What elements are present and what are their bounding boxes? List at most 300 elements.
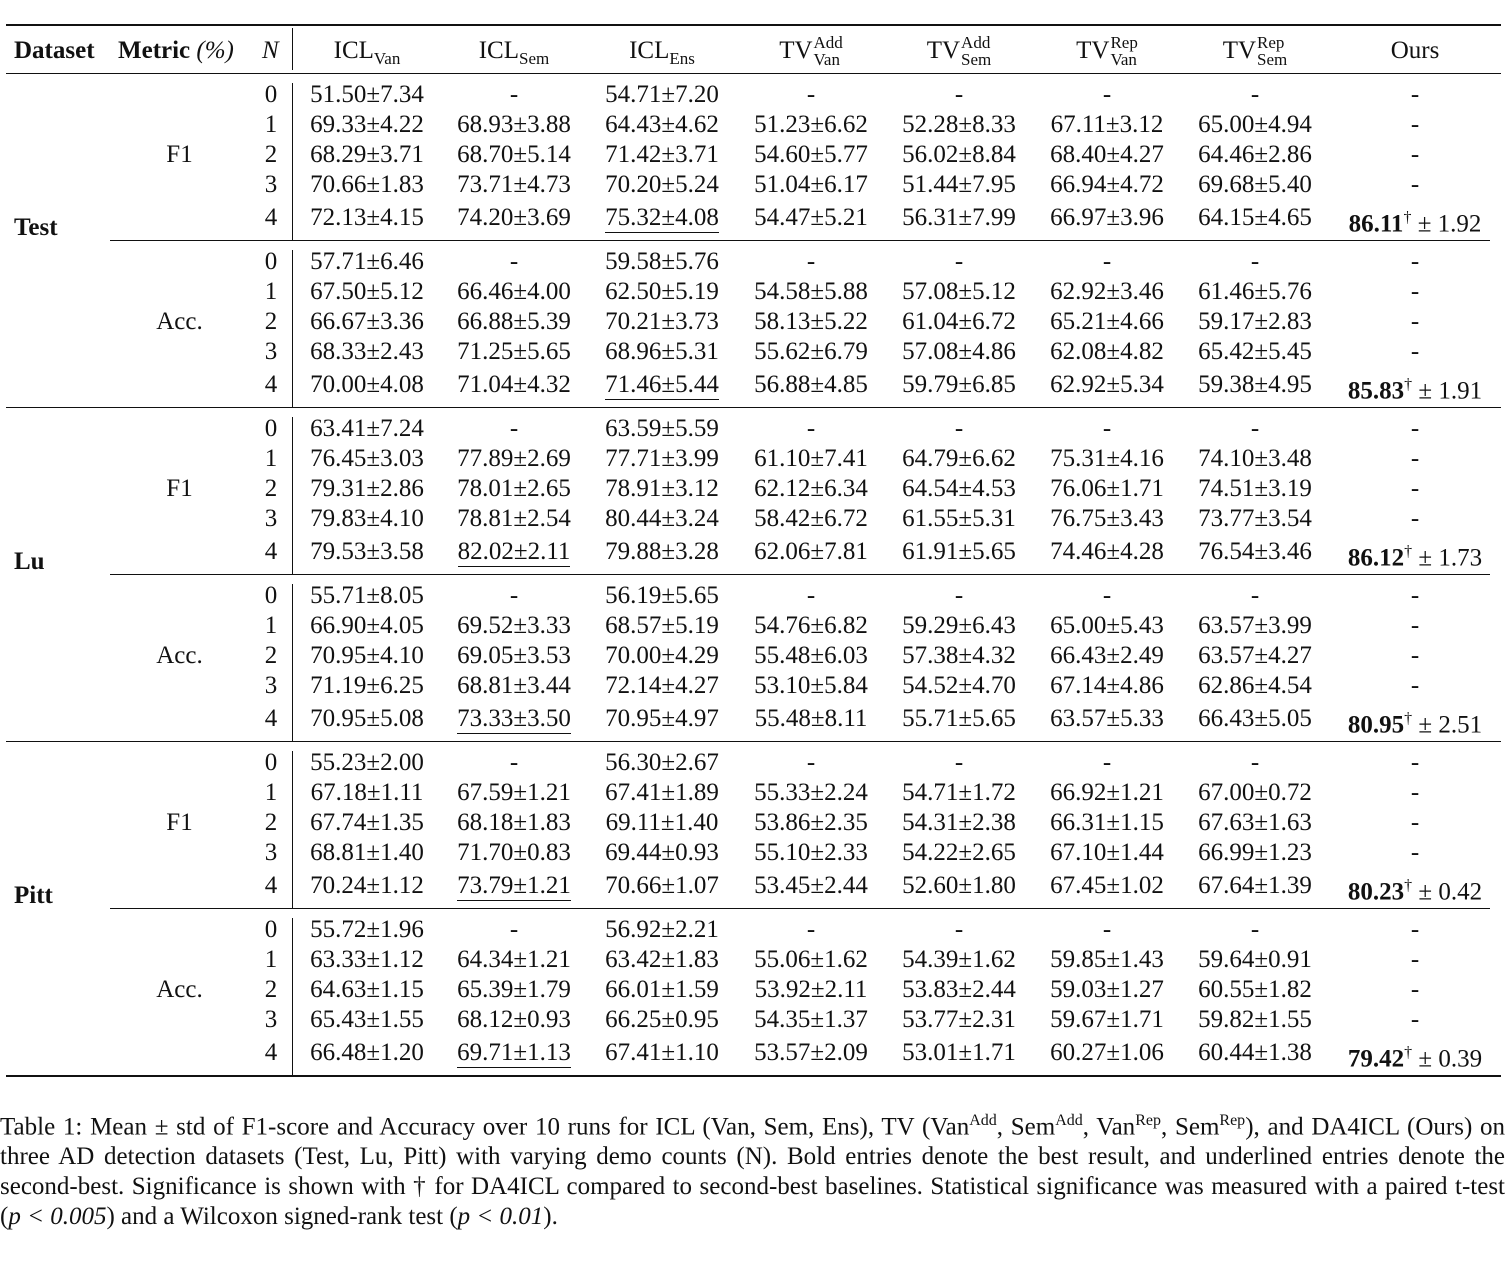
value-cell: 76.45±3.03 (310, 445, 424, 472)
dataset-rule (6, 741, 1501, 742)
ours-cell: 79.42† ± 0.39 (1347, 1044, 1483, 1073)
ours-cell: - (1410, 582, 1420, 609)
value-cell: 64.54±4.53 (902, 475, 1016, 502)
ours-cell: - (1410, 308, 1420, 335)
value-cell: 68.81±3.44 (457, 672, 571, 699)
value-cell: 65.21±4.66 (1050, 308, 1164, 335)
value-cell: 70.20±5.24 (605, 171, 719, 198)
value-cell: 58.42±6.72 (754, 505, 868, 532)
n-cell: 0 (264, 415, 278, 442)
value-cell: 54.71±1.72 (902, 779, 1016, 806)
ours-cell: - (1410, 779, 1420, 806)
value-cell: 61.55±5.31 (902, 505, 1016, 532)
value-cell: 53.10±5.84 (754, 672, 868, 699)
value-cell: 62.50±5.19 (605, 278, 719, 305)
group-separator (110, 574, 1490, 575)
header-col-tv-sem-add: TV Add Sem (926, 33, 992, 69)
value-cell: 62.92±3.46 (1050, 278, 1164, 305)
n-cell: 4 (264, 705, 278, 732)
n-cell: 0 (264, 582, 278, 609)
n-cell: 2 (264, 809, 278, 836)
value-cell: 66.01±1.59 (605, 976, 719, 1003)
value-cell: 55.33±2.24 (754, 779, 868, 806)
value-cell: 82.02±2.11 (457, 538, 571, 565)
value-cell: 55.48±8.11 (754, 705, 868, 732)
value-cell: 51.44±7.95 (902, 171, 1016, 198)
value-cell: 59.67±1.71 (1050, 1006, 1164, 1033)
table-row (0, 611, 1505, 641)
value-cell: 67.14±4.86 (1050, 672, 1164, 699)
value-cell: - (806, 415, 816, 442)
value-cell: 79.31±2.86 (310, 475, 424, 502)
header-col-tv-van-rep: TV Rep Van (1076, 33, 1138, 69)
value-cell: - (1250, 415, 1260, 442)
value-cell: 67.41±1.89 (605, 779, 719, 806)
value-cell: 70.24±1.12 (310, 872, 424, 899)
value-cell: 65.42±5.45 (1198, 338, 1312, 365)
ours-cell: - (1410, 415, 1420, 442)
n-cell: 1 (264, 779, 278, 806)
value-cell: 68.40±4.27 (1050, 141, 1164, 168)
value-cell: 68.33±2.43 (310, 338, 424, 365)
value-cell: - (1250, 749, 1260, 776)
value-cell: 73.79±1.21 (457, 872, 571, 899)
value-cell: 66.67±3.36 (310, 308, 424, 335)
value-cell: 63.57±5.33 (1050, 705, 1164, 732)
value-cell: 76.06±1.71 (1050, 475, 1164, 502)
value-cell: 55.71±8.05 (310, 582, 424, 609)
value-cell: 67.50±5.12 (310, 278, 424, 305)
value-cell: 55.72±1.96 (310, 916, 424, 943)
value-cell: 53.83±2.44 (902, 976, 1016, 1003)
value-cell: 62.08±4.82 (1050, 338, 1164, 365)
value-cell: - (509, 749, 519, 776)
table-row (0, 1005, 1505, 1035)
n-cell: 2 (264, 308, 278, 335)
value-cell: 69.71±1.13 (457, 1039, 571, 1066)
table-row (0, 474, 1505, 504)
metric-label: Acc. (156, 642, 203, 669)
n-cell: 2 (264, 475, 278, 502)
ours-cell: - (1410, 338, 1420, 365)
value-cell: 71.70±0.83 (457, 839, 571, 866)
table-row (0, 504, 1505, 534)
n-cell: 1 (264, 445, 278, 472)
metric-label: Acc. (156, 308, 203, 335)
value-cell: 73.71±4.73 (457, 171, 571, 198)
value-cell: 66.31±1.15 (1050, 809, 1164, 836)
value-cell: 60.44±1.38 (1198, 1039, 1312, 1066)
ours-cell: - (1410, 642, 1420, 669)
value-cell: 64.79±6.62 (902, 445, 1016, 472)
value-cell: 66.88±5.39 (457, 308, 571, 335)
header-n: N (262, 37, 279, 64)
value-cell: 72.14±4.27 (605, 672, 719, 699)
table-row (0, 170, 1505, 200)
value-cell: - (1250, 916, 1260, 943)
ours-cell: - (1410, 946, 1420, 973)
value-cell: 67.63±1.63 (1198, 809, 1312, 836)
value-cell: 66.97±3.96 (1050, 204, 1164, 231)
n-cell: 4 (264, 538, 278, 565)
header-col-icl-van: ICL Van (333, 37, 401, 68)
value-cell: 69.33±4.22 (310, 111, 424, 138)
table-row (0, 247, 1505, 277)
ours-cell: - (1410, 809, 1420, 836)
value-cell: 78.81±2.54 (457, 505, 571, 532)
n-cell: 4 (264, 371, 278, 398)
value-cell: 56.19±5.65 (605, 582, 719, 609)
value-cell: - (509, 415, 519, 442)
value-cell: 57.08±4.86 (902, 338, 1016, 365)
value-cell: 67.64±1.39 (1198, 872, 1312, 899)
value-cell: 55.48±6.03 (754, 642, 868, 669)
table-row (0, 704, 1505, 739)
value-cell: - (509, 81, 519, 108)
value-cell: 54.35±1.37 (754, 1006, 868, 1033)
value-cell: 58.13±5.22 (754, 308, 868, 335)
value-cell: - (806, 916, 816, 943)
n-cell: 1 (264, 111, 278, 138)
table-row (0, 444, 1505, 474)
header-col-icl-ens: ICL Ens (629, 37, 695, 68)
value-cell: 54.22±2.65 (902, 839, 1016, 866)
dataset-rule (6, 407, 1501, 408)
dataset-label: Lu (14, 548, 45, 575)
value-cell: - (954, 916, 964, 943)
ours-cell: - (1410, 839, 1420, 866)
value-cell: 56.31±7.99 (902, 204, 1016, 231)
n-cell: 2 (264, 642, 278, 669)
value-cell: 80.44±3.24 (605, 505, 719, 532)
table-row (0, 337, 1505, 367)
value-cell: 73.33±3.50 (457, 705, 571, 732)
value-cell: 57.38±4.32 (902, 642, 1016, 669)
value-cell: - (509, 916, 519, 943)
value-cell: 67.18±1.11 (310, 779, 424, 806)
table-row (0, 871, 1505, 906)
value-cell: 64.43±4.62 (605, 111, 719, 138)
table-row (0, 370, 1505, 405)
value-cell: 63.33±1.12 (310, 946, 424, 973)
value-cell: 62.86±4.54 (1198, 672, 1312, 699)
value-cell: 66.46±4.00 (457, 278, 571, 305)
value-cell: 66.90±4.05 (310, 612, 424, 639)
value-cell: 63.59±5.59 (605, 415, 719, 442)
value-cell: 70.00±4.29 (605, 642, 719, 669)
value-cell: - (509, 582, 519, 609)
n-cell: 3 (264, 1006, 278, 1033)
value-cell: - (954, 582, 964, 609)
value-cell: 64.15±4.65 (1198, 204, 1312, 231)
n-cell: 4 (264, 204, 278, 231)
value-cell: 70.66±1.07 (605, 872, 719, 899)
value-cell: 73.77±3.54 (1198, 505, 1312, 532)
header-metric: Metric (%) (118, 37, 234, 64)
value-cell: - (954, 749, 964, 776)
value-cell: 71.42±3.71 (605, 141, 719, 168)
value-cell: 55.62±6.79 (754, 338, 868, 365)
value-cell: 61.04±6.72 (902, 308, 1016, 335)
value-cell: 72.13±4.15 (310, 204, 424, 231)
table-row (0, 80, 1505, 110)
value-cell: 71.25±5.65 (457, 338, 571, 365)
value-cell: 77.71±3.99 (605, 445, 719, 472)
value-cell: 60.55±1.82 (1198, 976, 1312, 1003)
table-row (0, 808, 1505, 838)
value-cell: 59.03±1.27 (1050, 976, 1164, 1003)
n-cell: 2 (264, 141, 278, 168)
value-cell: 70.00±4.08 (310, 371, 424, 398)
value-cell: 68.96±5.31 (605, 338, 719, 365)
metric-label: F1 (166, 809, 193, 836)
ours-cell: - (1410, 445, 1420, 472)
value-cell: 61.91±5.65 (902, 538, 1016, 565)
table-row (0, 671, 1505, 701)
value-cell: 54.39±1.62 (902, 946, 1016, 973)
value-cell: 74.51±3.19 (1198, 475, 1312, 502)
metric-label: F1 (166, 475, 193, 502)
value-cell: 69.68±5.40 (1198, 171, 1312, 198)
value-cell: 77.89±2.69 (457, 445, 571, 472)
value-cell: 65.43±1.55 (310, 1006, 424, 1033)
value-cell: 61.46±5.76 (1198, 278, 1312, 305)
value-cell: 54.52±4.70 (902, 672, 1016, 699)
value-cell: 59.79±6.85 (902, 371, 1016, 398)
table-row (0, 277, 1505, 307)
n-cell: 0 (264, 916, 278, 943)
value-cell: 53.01±1.71 (902, 1039, 1016, 1066)
value-cell: - (954, 81, 964, 108)
value-cell: 61.10±7.41 (754, 445, 868, 472)
value-cell: 67.41±1.10 (605, 1039, 719, 1066)
value-cell: 66.48±1.20 (310, 1039, 424, 1066)
group-separator (110, 908, 1490, 909)
value-cell: 66.92±1.21 (1050, 779, 1164, 806)
value-cell: 51.04±6.17 (754, 171, 868, 198)
value-cell: 59.38±4.95 (1198, 371, 1312, 398)
value-cell: - (1102, 749, 1112, 776)
value-cell: 53.86±2.35 (754, 809, 868, 836)
value-cell: 68.57±5.19 (605, 612, 719, 639)
value-cell: 59.58±5.76 (605, 248, 719, 275)
value-cell: 67.00±0.72 (1198, 779, 1312, 806)
value-cell: 56.30±2.67 (605, 749, 719, 776)
value-cell: - (954, 248, 964, 275)
value-cell: 59.85±1.43 (1050, 946, 1164, 973)
value-cell: 67.11±3.12 (1050, 111, 1164, 138)
header-col-tv-sem-rep: TV Rep Sem (1222, 33, 1288, 69)
ours-cell: - (1410, 672, 1420, 699)
value-cell: 79.83±4.10 (310, 505, 424, 532)
ours-cell: - (1410, 171, 1420, 198)
value-cell: - (806, 248, 816, 275)
value-cell: - (954, 415, 964, 442)
value-cell: - (806, 582, 816, 609)
ours-cell: - (1410, 976, 1420, 1003)
metric-label: Acc. (156, 976, 203, 1003)
value-cell: 55.23±2.00 (310, 749, 424, 776)
n-column-separator (292, 28, 293, 70)
value-cell: 66.43±2.49 (1050, 642, 1164, 669)
value-cell: - (1102, 916, 1112, 943)
value-cell: - (1102, 81, 1112, 108)
group-separator (110, 240, 1490, 241)
table-row (0, 838, 1505, 868)
n-cell: 0 (264, 749, 278, 776)
value-cell: 71.46±5.44 (605, 371, 719, 398)
ours-cell: - (1410, 141, 1420, 168)
n-cell: 4 (264, 872, 278, 899)
value-cell: 69.11±1.40 (605, 809, 719, 836)
value-cell: 63.57±4.27 (1198, 642, 1312, 669)
value-cell: 78.01±2.65 (457, 475, 571, 502)
value-cell: 52.28±8.33 (902, 111, 1016, 138)
value-cell: 62.06±7.81 (754, 538, 868, 565)
value-cell: 56.92±2.21 (605, 916, 719, 943)
metric-label: F1 (166, 141, 193, 168)
n-cell: 1 (264, 946, 278, 973)
ours-cell: - (1410, 111, 1420, 138)
ours-cell: - (1410, 475, 1420, 502)
table-bottom-rule (6, 1075, 1501, 1077)
ours-cell: 85.83† ± 1.91 (1347, 376, 1483, 405)
value-cell: 63.42±1.83 (605, 946, 719, 973)
header-col-ours: Ours (1390, 37, 1440, 64)
value-cell: 66.43±5.05 (1198, 705, 1312, 732)
ours-cell: - (1410, 916, 1420, 943)
value-cell: 62.92±5.34 (1050, 371, 1164, 398)
n-cell: 0 (264, 81, 278, 108)
value-cell: 70.95±5.08 (310, 705, 424, 732)
value-cell: - (1102, 582, 1112, 609)
ours-cell: 86.11† ± 1.92 (1348, 209, 1482, 238)
header-col-tv-van-add: TV Add Van (779, 33, 843, 69)
value-cell: 60.27±1.06 (1050, 1039, 1164, 1066)
value-cell: 69.05±3.53 (457, 642, 571, 669)
value-cell: - (1102, 415, 1112, 442)
value-cell: 51.50±7.34 (310, 81, 424, 108)
n-cell: 3 (264, 171, 278, 198)
value-cell: 59.29±6.43 (902, 612, 1016, 639)
value-cell: - (1250, 582, 1260, 609)
table-row (0, 307, 1505, 337)
value-cell: 68.12±0.93 (457, 1006, 571, 1033)
ours-cell: 80.23† ± 0.42 (1347, 877, 1483, 906)
value-cell: 52.60±1.80 (902, 872, 1016, 899)
value-cell: 57.71±6.46 (310, 248, 424, 275)
n-cell: 4 (264, 1039, 278, 1066)
dataset-label: Pitt (14, 882, 53, 909)
value-cell: 70.95±4.10 (310, 642, 424, 669)
n-cell: 2 (264, 976, 278, 1003)
value-cell: 62.12±6.34 (754, 475, 868, 502)
value-cell: 53.92±2.11 (754, 976, 868, 1003)
value-cell: - (1250, 248, 1260, 275)
value-cell: 57.08±5.12 (902, 278, 1016, 305)
table-row (0, 537, 1505, 572)
value-cell: 54.71±7.20 (605, 81, 719, 108)
n-cell: 3 (264, 672, 278, 699)
value-cell: - (1102, 248, 1112, 275)
n-cell: 1 (264, 278, 278, 305)
table-row (0, 641, 1505, 671)
value-cell: 55.10±2.33 (754, 839, 868, 866)
value-cell: 64.34±1.21 (457, 946, 571, 973)
value-cell: 54.31±2.38 (902, 809, 1016, 836)
n-cell: 0 (264, 248, 278, 275)
value-cell: 64.63±1.15 (310, 976, 424, 1003)
value-cell: 70.95±4.97 (605, 705, 719, 732)
ours-cell: - (1410, 81, 1420, 108)
value-cell: 64.46±2.86 (1198, 141, 1312, 168)
value-cell: 67.45±1.02 (1050, 872, 1164, 899)
ours-cell: - (1410, 278, 1420, 305)
value-cell: 69.52±3.33 (457, 612, 571, 639)
value-cell: 56.88±4.85 (754, 371, 868, 398)
value-cell: 51.23±6.62 (754, 111, 868, 138)
ours-cell: 86.12† ± 1.73 (1347, 543, 1483, 572)
ours-cell: - (1410, 749, 1420, 776)
table-row (0, 140, 1505, 170)
value-cell: 66.25±0.95 (605, 1006, 719, 1033)
value-cell: 54.60±5.77 (754, 141, 868, 168)
value-cell: - (806, 81, 816, 108)
value-cell: 68.93±3.88 (457, 111, 571, 138)
value-cell: 68.81±1.40 (310, 839, 424, 866)
value-cell: 65.00±5.43 (1050, 612, 1164, 639)
n-cell: 3 (264, 338, 278, 365)
dataset-label: Test (14, 214, 58, 241)
table-row (0, 945, 1505, 975)
value-cell: 78.91±3.12 (605, 475, 719, 502)
header-dataset: Dataset (14, 37, 95, 64)
value-cell: 65.39±1.79 (457, 976, 571, 1003)
ours-cell: 80.95† ± 2.51 (1347, 710, 1483, 739)
value-cell: 59.82±1.55 (1198, 1006, 1312, 1033)
value-cell: 53.57±2.09 (754, 1039, 868, 1066)
value-cell: 71.04±4.32 (457, 371, 571, 398)
value-cell: 68.29±3.71 (310, 141, 424, 168)
table-row (0, 975, 1505, 1005)
value-cell: 53.45±2.44 (754, 872, 868, 899)
value-cell: 63.57±3.99 (1198, 612, 1312, 639)
ours-cell: - (1410, 612, 1420, 639)
value-cell: 67.74±1.35 (310, 809, 424, 836)
value-cell: 67.10±1.44 (1050, 839, 1164, 866)
n-cell: 1 (264, 612, 278, 639)
value-cell: 70.66±1.83 (310, 171, 424, 198)
table-caption: Table 1: Mean ± std of F1-score and Accuracy over 10 runs for ICL (Van, Sem, Ens), TV (Van$^{Add}$, Sem$^{Add}$, Van$^{Rep}$, Sem$^{Rep}$), and DA4ICL (Ours) on three AD detection datasets (Test, Lu, Pitt) with varying demo counts (N). Bold entries denote the best result, and underlined entries denote the second-best. Significance is shown with † for DA4ICL compared to second-best baselines. Statistical significance was measured with a paired t-test (p < 0.005) and a Wilcoxon signed-rank test (p < 0.01). (0, 1112, 1505, 1231)
ours-cell: - (1410, 505, 1420, 532)
ours-cell: - (1410, 248, 1420, 275)
n-cell: 3 (264, 839, 278, 866)
value-cell: 59.17±2.83 (1198, 308, 1312, 335)
value-cell: 79.88±3.28 (605, 538, 719, 565)
table-row (0, 581, 1505, 611)
value-cell: 63.41±7.24 (310, 415, 424, 442)
value-cell: 75.31±4.16 (1050, 445, 1164, 472)
value-cell: 67.59±1.21 (457, 779, 571, 806)
header-col-icl-sem: ICL Sem (478, 37, 550, 68)
value-cell: 66.94±4.72 (1050, 171, 1164, 198)
value-cell: 74.46±4.28 (1050, 538, 1164, 565)
value-cell: 56.02±8.84 (902, 141, 1016, 168)
table-row (0, 778, 1505, 808)
value-cell: 59.64±0.91 (1198, 946, 1312, 973)
value-cell: - (1250, 81, 1260, 108)
value-cell: 54.76±6.82 (754, 612, 868, 639)
